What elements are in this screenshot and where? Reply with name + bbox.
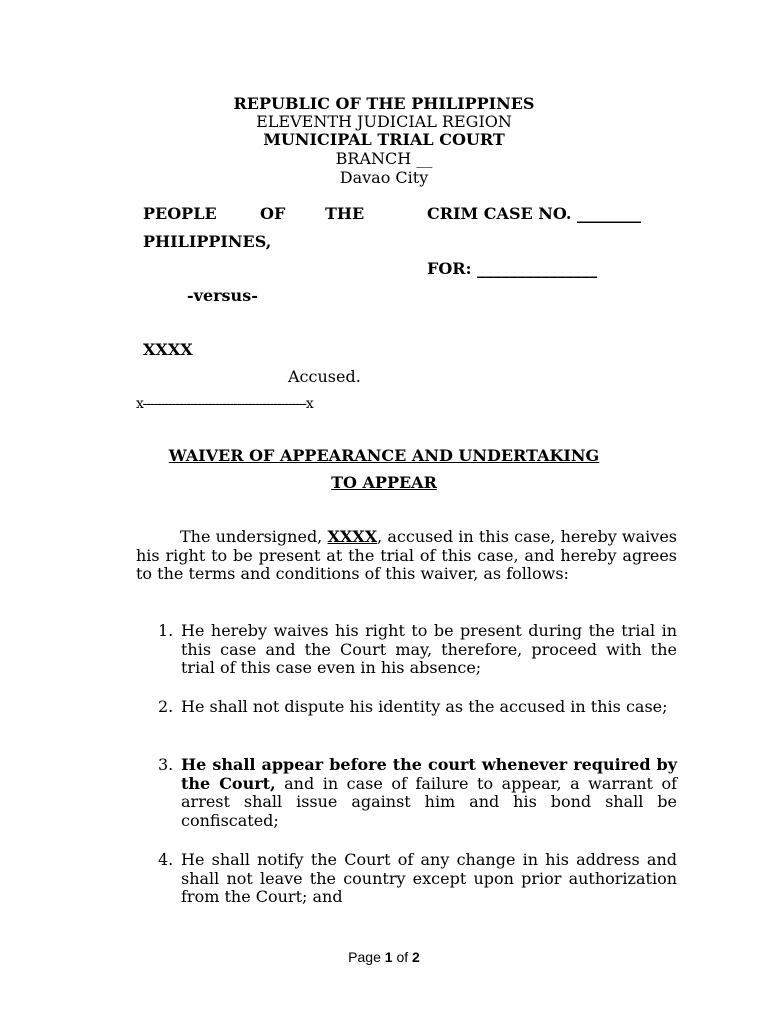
court-republic-heading: REPUBLIC OF THE PHILIPPINES [233, 94, 535, 113]
list-item-2-text: He shall not dispute his identity as the accused in this case; [181, 697, 668, 716]
accused-label: Accused. [288, 367, 361, 386]
footer-total-pages: 2 [412, 949, 420, 965]
list-item-1-number: 1. [158, 621, 174, 640]
intro-text-post: , accused in this case, hereby waives his right to be present at the trial of this case, and hereby agrees to the terms and conditions of this waiver, as follows: [136, 527, 678, 583]
caption-separator: x---------------------------------------------x [136, 396, 313, 412]
footer-page-word: Page [348, 949, 381, 965]
list-item-4-text: He shall notify the Court of any change in his address and shall not leave the country except upon prior authorization from the Court; and [181, 850, 677, 906]
list-item-1-text: He hereby waives his right to be present during the trial in this case and the Court may, therefore, proceed with the trial of this case even in his absence; [181, 621, 677, 677]
list-item-3-text [181, 756, 677, 830]
case-number-field [427, 205, 641, 223]
intro-paragraph [136, 528, 677, 584]
case-number-label: CRIM CASE NO. [427, 204, 572, 223]
list-item-3-rest-text: and in case of failure to appear, a warrant of arrest shall issue against him and his bond shall be confiscated; [181, 773, 678, 830]
court-name-heading: MUNICIPAL TRIAL COURT [263, 130, 505, 149]
offense-label: FOR: [427, 259, 472, 278]
list-item-4-number: 4. [158, 850, 174, 869]
document-title-line-2: TO APPEAR [331, 473, 437, 492]
list-item-2-number: 2. [158, 697, 174, 716]
footer-current-page: 1 [384, 949, 393, 965]
plaintiff-word-people: PEOPLE [143, 204, 217, 223]
intro-text-pre: The undersigned, [180, 527, 328, 546]
case-number-blank: ________ [577, 204, 642, 223]
document-title-line-1: WAIVER OF APPEARANCE AND UNDERTAKING [168, 446, 600, 465]
offense-blank: _______________ [477, 259, 598, 278]
plaintiff-word-of: OF [260, 204, 286, 223]
footer-of-word: of [396, 949, 409, 965]
plaintiff-line-2: PHILIPPINES, [143, 232, 272, 251]
plaintiff-word-the: THE [325, 204, 365, 223]
offense-field [427, 260, 597, 278]
court-city-heading: Davao City [339, 168, 429, 187]
intro-accused-name: XXXX [327, 527, 378, 546]
accused-name: XXXX [143, 340, 193, 359]
court-branch-heading: BRANCH __ [335, 149, 433, 168]
versus-label: -versus- [187, 286, 258, 305]
list-item-3-bold-text: He shall appear before the court whenever required by the Court, [181, 755, 677, 793]
page-footer [0, 949, 768, 965]
list-item-3-number: 3. [158, 755, 174, 774]
court-region-heading: ELEVENTH JUDICIAL REGION [256, 112, 512, 131]
